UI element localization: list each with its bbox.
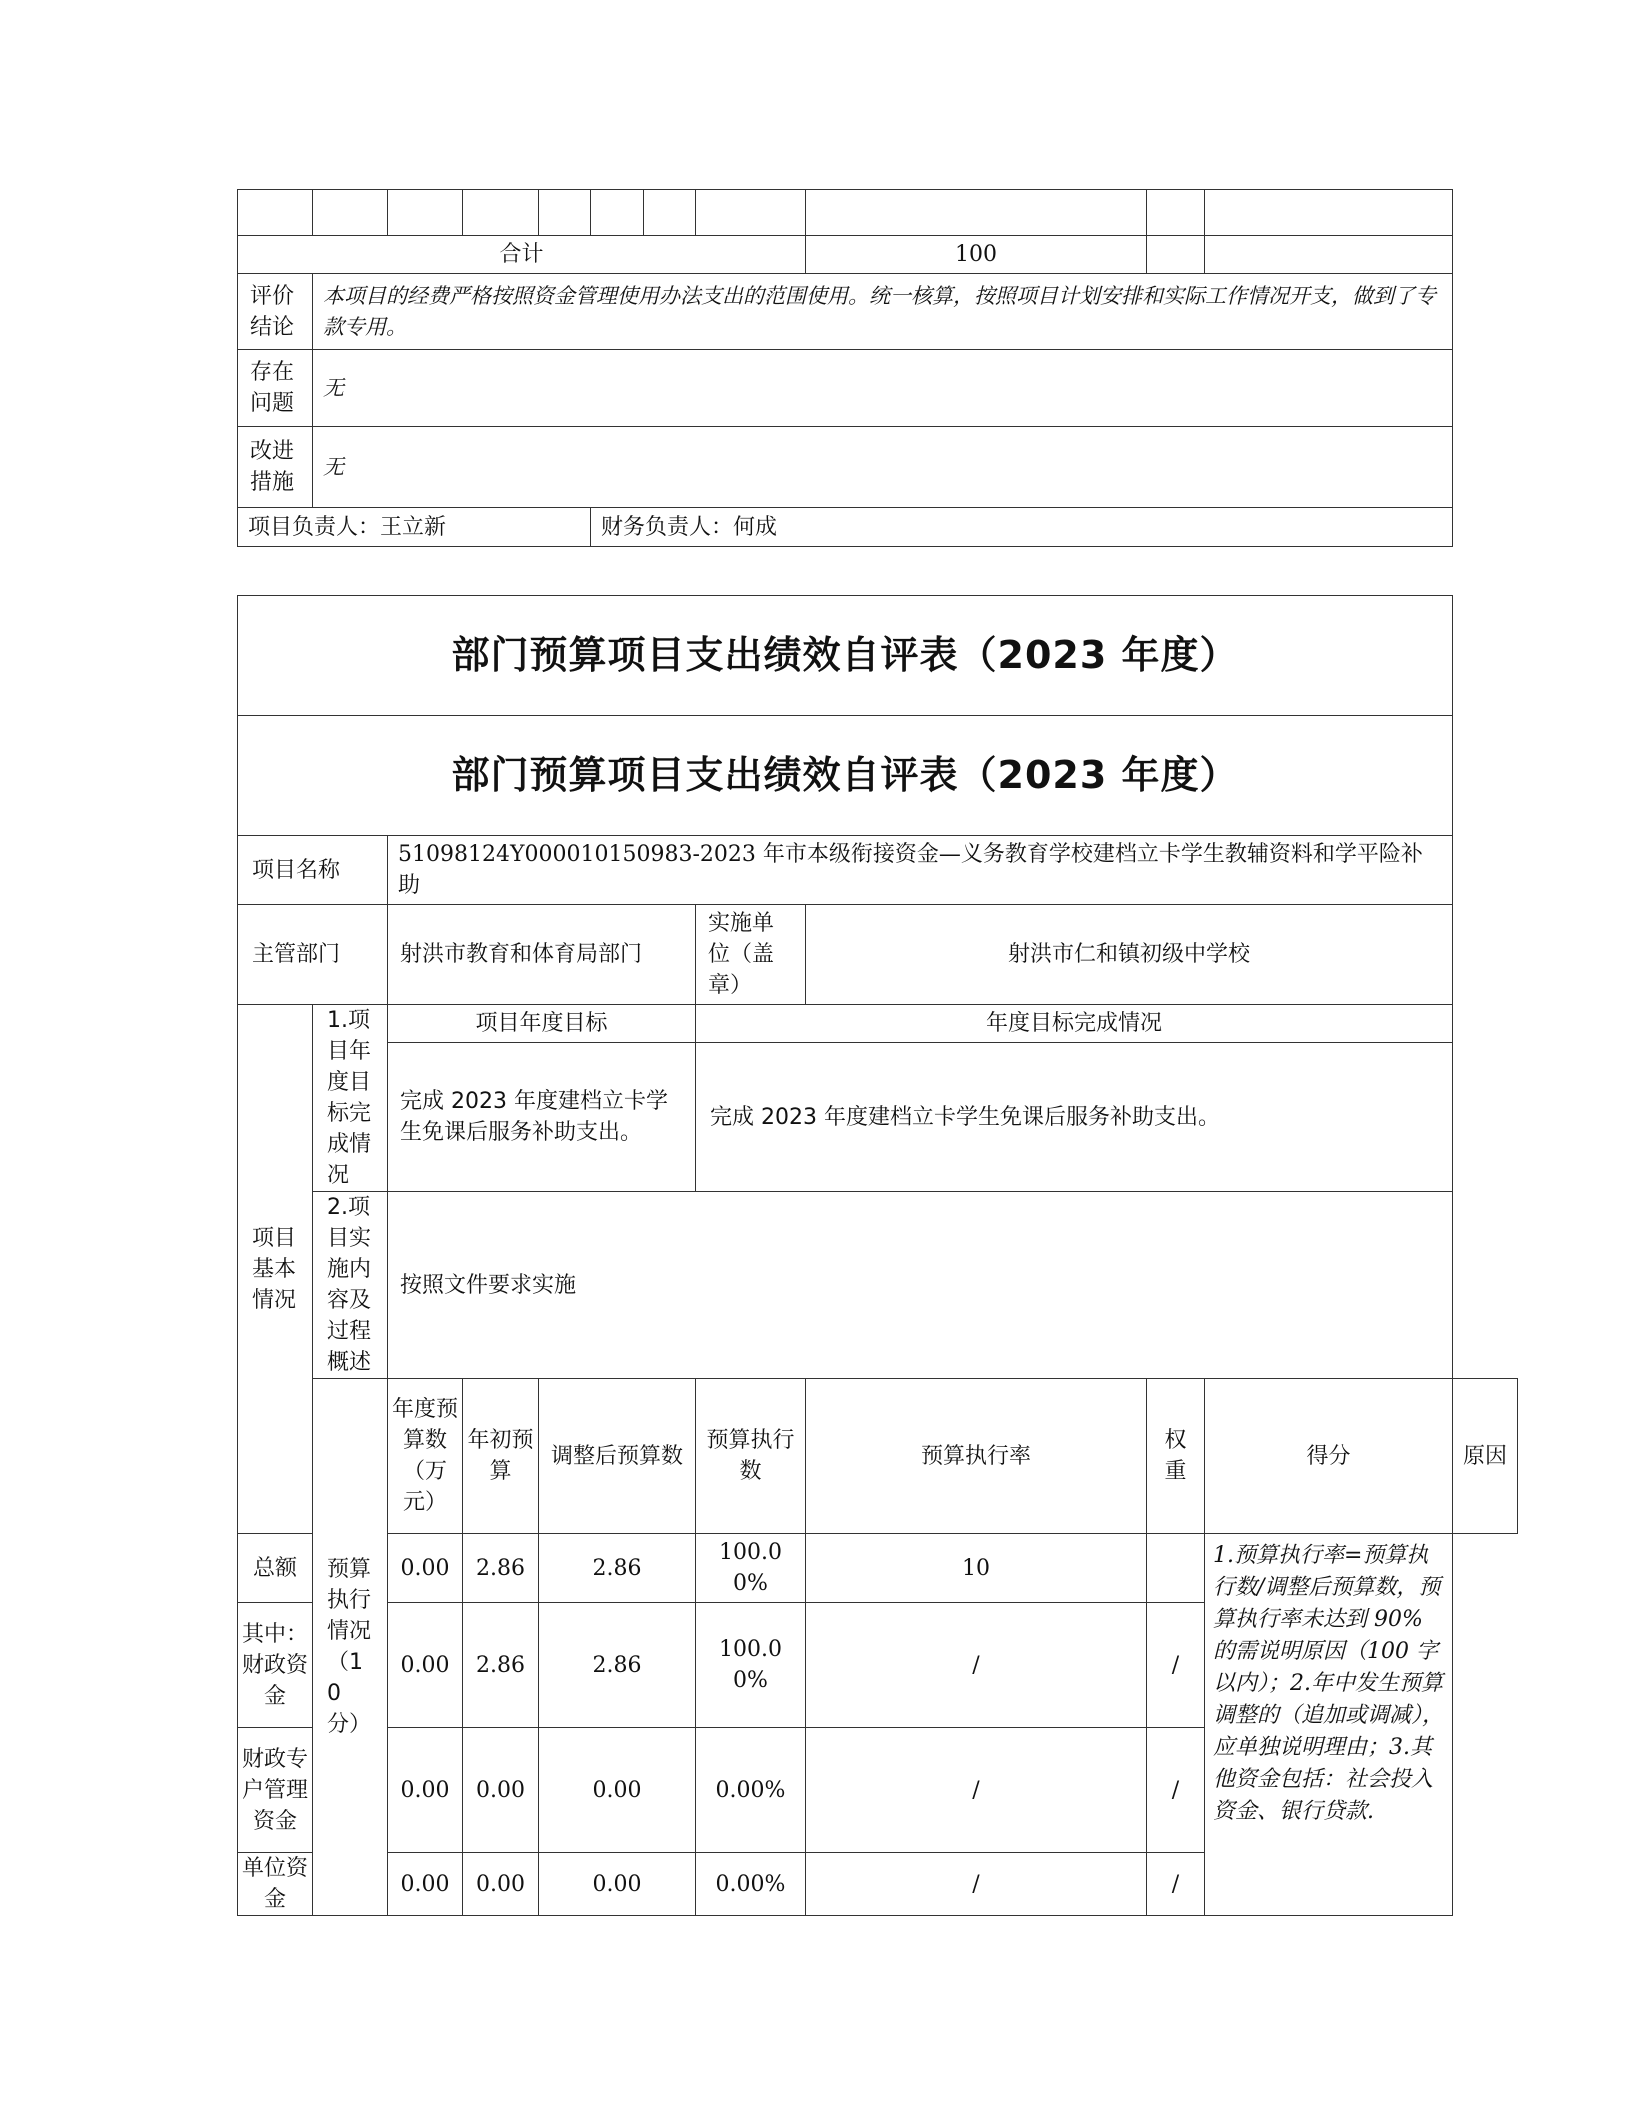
improvement-text: 无 [313, 427, 1453, 508]
finance-lead: 财务负责人：何成 [591, 508, 1453, 547]
implementation-row [238, 1192, 1518, 1379]
budget-adjusted: 0.00 [463, 1728, 539, 1853]
improvement-label: 改进措施 [238, 427, 313, 508]
completion-text: 完成 2023 年度建档立卡学生免课后服务补助支出。 [696, 1043, 1453, 1192]
implementation-text: 按照文件要求实施 [388, 1192, 1453, 1379]
budget-weight: 10 [806, 1534, 1147, 1603]
title-row-2 [238, 716, 1518, 836]
goal-section-label: 1.项目年度目标完成情况 [313, 1005, 388, 1192]
project-name-value: 51098124Y000010150983-2023 年市本级衔接资金—义务教育学校建档立卡学生教辅资料和学平险补助 [388, 836, 1453, 905]
budget-initial: 0.00 [388, 1534, 463, 1603]
budget-rate: 0.00% [696, 1853, 806, 1916]
project-name-row [238, 836, 1518, 905]
budget-executed: 0.00 [539, 1853, 696, 1916]
basic-info-label: 项目基本情况 [238, 1005, 313, 1534]
budget-header-initial: 年初预算 [463, 1379, 539, 1534]
budget-header-adjusted: 调整后预算数 [539, 1379, 696, 1534]
implementing-unit-value: 射洪市仁和镇初级中学校 [806, 905, 1453, 1005]
department-label: 主管部门 [238, 905, 388, 1005]
title-row-1 [238, 596, 1518, 716]
budget-score: / [1147, 1853, 1205, 1916]
budget-score: / [1147, 1603, 1205, 1728]
budget-initial: 0.00 [388, 1728, 463, 1853]
budget-rate: 100.00% [696, 1534, 806, 1603]
budget-header-row [238, 1379, 1518, 1534]
budget-weight: / [806, 1603, 1147, 1728]
self-evaluation-form [237, 595, 1518, 1916]
department-row [238, 905, 1518, 1005]
budget-weight: / [806, 1853, 1147, 1916]
completion-header: 年度目标完成情况 [696, 1005, 1453, 1043]
budget-header-score: 得分 [1205, 1379, 1453, 1534]
reason-note: 1.预算执行率=预算执行数/调整后预算数，预算执行率未达到 90%的需说明原因（100 字以内）；2.年中发生预算调整的（追加或调减），应单独说明理由；3.其他资金包括：社会投入资金、银行贷款. [1205, 1534, 1453, 1916]
project-name-label: 项目名称 [238, 836, 388, 905]
continued-table [237, 189, 1453, 547]
total-row [238, 236, 1453, 274]
budget-row-label: 财政专户管理资金 [238, 1728, 313, 1853]
problem-label: 存在问题 [238, 350, 313, 427]
evaluation-label: 评价结论 [238, 274, 313, 350]
goal-header: 项目年度目标 [388, 1005, 696, 1043]
budget-header-annual: 年度预算数（万元） [388, 1379, 463, 1534]
budget-executed: 2.86 [539, 1603, 696, 1728]
evaluation-row [238, 274, 1453, 350]
budget-rate: 0.00% [696, 1728, 806, 1853]
improvement-row [238, 427, 1453, 508]
budget-score [1147, 1534, 1205, 1603]
total-label: 合计 [238, 236, 806, 274]
budget-header-executed: 预算执行数 [696, 1379, 806, 1534]
budget-header-reason: 原因 [1453, 1379, 1518, 1534]
form-title-repeat: 部门预算项目支出绩效自评表（2023 年度） [238, 716, 1453, 836]
form-title: 部门预算项目支出绩效自评表（2023 年度） [238, 596, 1453, 716]
goal-header-row [238, 1005, 1518, 1043]
goal-content-row [238, 1043, 1518, 1192]
budget-header-weight: 权重 [1147, 1379, 1205, 1534]
budget-executed: 0.00 [539, 1728, 696, 1853]
empty-row [238, 190, 1453, 236]
department-value: 射洪市教育和体育局部门 [388, 905, 696, 1005]
responsible-row [238, 508, 1453, 547]
budget-score: / [1147, 1728, 1205, 1853]
budget-adjusted: 2.86 [463, 1534, 539, 1603]
budget-row-label: 单位资金 [238, 1853, 313, 1916]
budget-initial: 0.00 [388, 1603, 463, 1728]
budget-initial: 0.00 [388, 1853, 463, 1916]
problem-row [238, 350, 1453, 427]
budget-adjusted: 2.86 [463, 1603, 539, 1728]
evaluation-text: 本项目的经费严格按照资金管理使用办法支出的范围使用。统一核算，按照项目计划安排和实际工作情况开支，做到了专款专用。 [313, 274, 1453, 350]
implementation-label: 2.项目实施内容及过程概述 [313, 1192, 388, 1379]
project-lead: 项目负责人：王立新 [238, 508, 591, 547]
budget-row-label: 其中：财政资金 [238, 1603, 313, 1728]
budget-section-label: 预算执行情况（10 分） [313, 1379, 388, 1916]
budget-row-label: 总额 [238, 1534, 313, 1603]
budget-weight: / [806, 1728, 1147, 1853]
budget-executed: 2.86 [539, 1534, 696, 1603]
budget-adjusted: 0.00 [463, 1853, 539, 1916]
budget-row-total [238, 1534, 1518, 1603]
budget-header-rate: 预算执行率 [806, 1379, 1147, 1534]
budget-rate: 100.00% [696, 1603, 806, 1728]
implementing-unit-label: 实施单位（盖章） [696, 905, 806, 1005]
problem-text: 无 [313, 350, 1453, 427]
goal-text: 完成 2023 年度建档立卡学生免课后服务补助支出。 [388, 1043, 696, 1192]
total-weight: 100 [806, 236, 1147, 274]
